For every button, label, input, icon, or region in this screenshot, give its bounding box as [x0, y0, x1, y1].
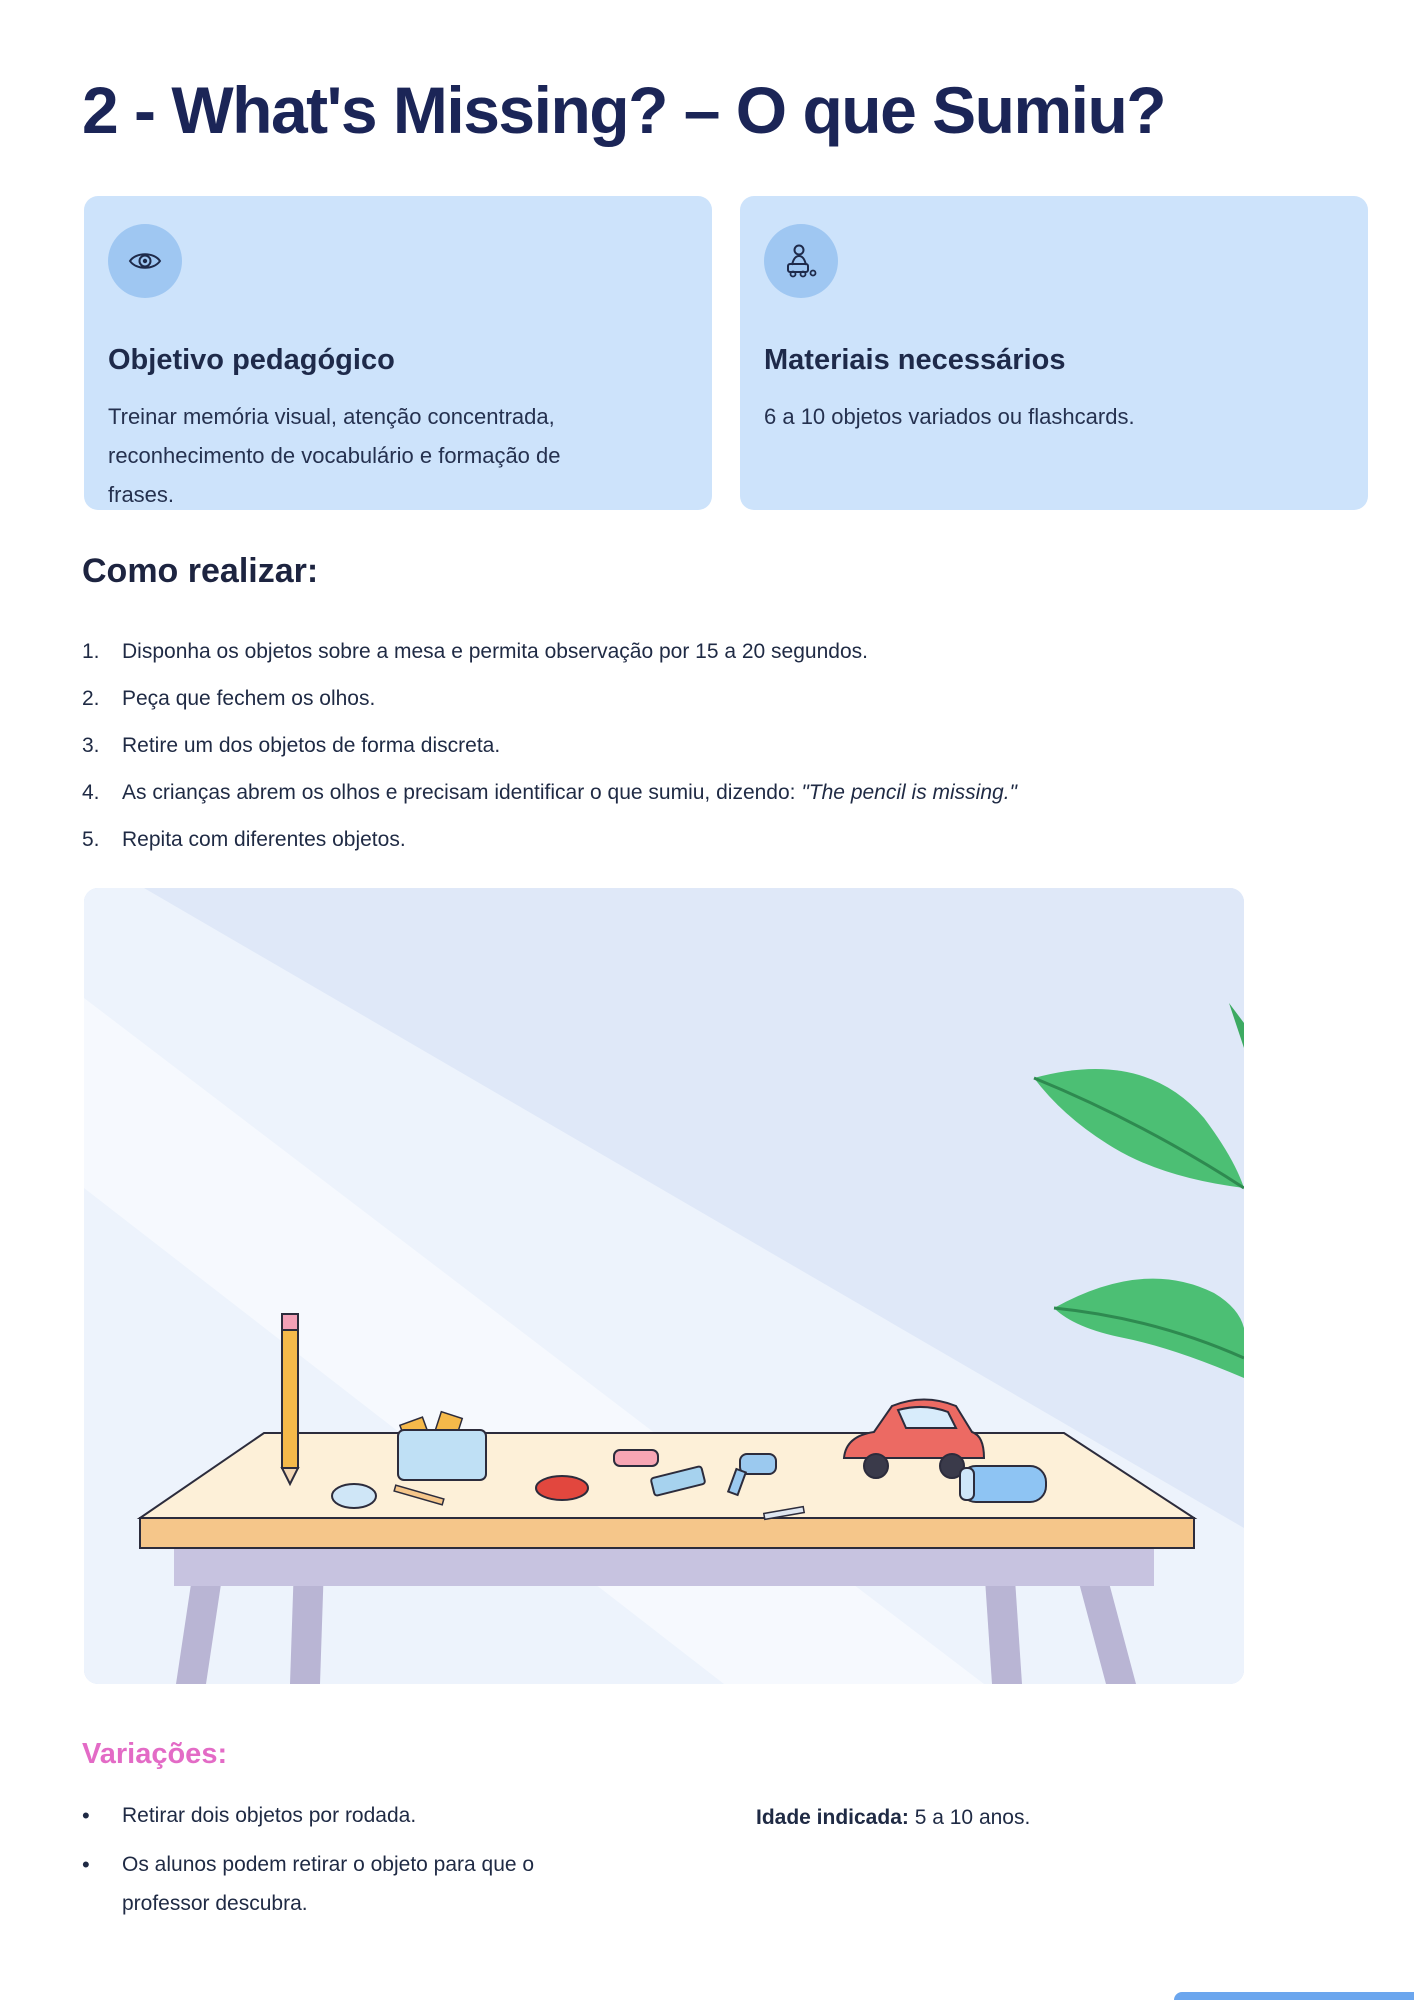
objective-card	[84, 196, 712, 510]
list-item: 3. Retire um dos objetos de forma discreta.	[82, 734, 501, 757]
list-item: 2. Peça que fechem os olhos.	[82, 687, 376, 710]
glue-stick	[960, 1466, 1046, 1502]
objective-text: Treinar memória visual, atenção concentrada, reconhecimento de vocabulário e formação de frases.	[108, 404, 561, 507]
materials-text: 6 a 10 objetos variados ou flashcards.	[764, 404, 1135, 429]
how-to-heading: Como realizar:	[82, 552, 319, 590]
bullet-icon: •	[82, 1852, 90, 1877]
child-play-icon	[764, 224, 838, 298]
variations-heading: Variações:	[82, 1738, 228, 1770]
example-quote: "The pencil is missing."	[801, 781, 1017, 804]
list-item: • Retirar dois objetos por rodada.	[82, 1796, 682, 1835]
list-item: 4. As crianças abrem os olhos e precisam identificar o que sumiu, dizendo: "The pencil is missing."	[82, 773, 1017, 820]
age-range	[756, 1806, 1030, 1830]
materials-card	[740, 196, 1368, 510]
age-label: Idade indicada:	[756, 1806, 909, 1829]
objective-heading: Objetivo pedagógico	[108, 344, 395, 376]
list-item: 5. Repita com diferentes objetos.	[82, 828, 406, 851]
variations-list	[82, 1796, 682, 1933]
steps-list	[82, 632, 1017, 867]
list-item: • Os alunos podem retirar o objeto para que o professor descubra.	[82, 1845, 682, 1923]
list-item: 1. Disponha os objetos sobre a mesa e permita observação por 15 a 20 segundos.	[82, 640, 868, 663]
age-value: 5 a 10 anos.	[914, 1806, 1031, 1829]
corner-decoration	[1174, 1992, 1414, 2000]
bullet-icon: •	[82, 1803, 90, 1828]
table-illustration	[84, 888, 1244, 1684]
page-title: 2 - What's Missing? – O que Sumiu?	[82, 73, 1166, 147]
eye-icon	[108, 224, 182, 298]
materials-heading: Materiais necessários	[764, 344, 1066, 376]
pencil	[282, 1314, 298, 1484]
